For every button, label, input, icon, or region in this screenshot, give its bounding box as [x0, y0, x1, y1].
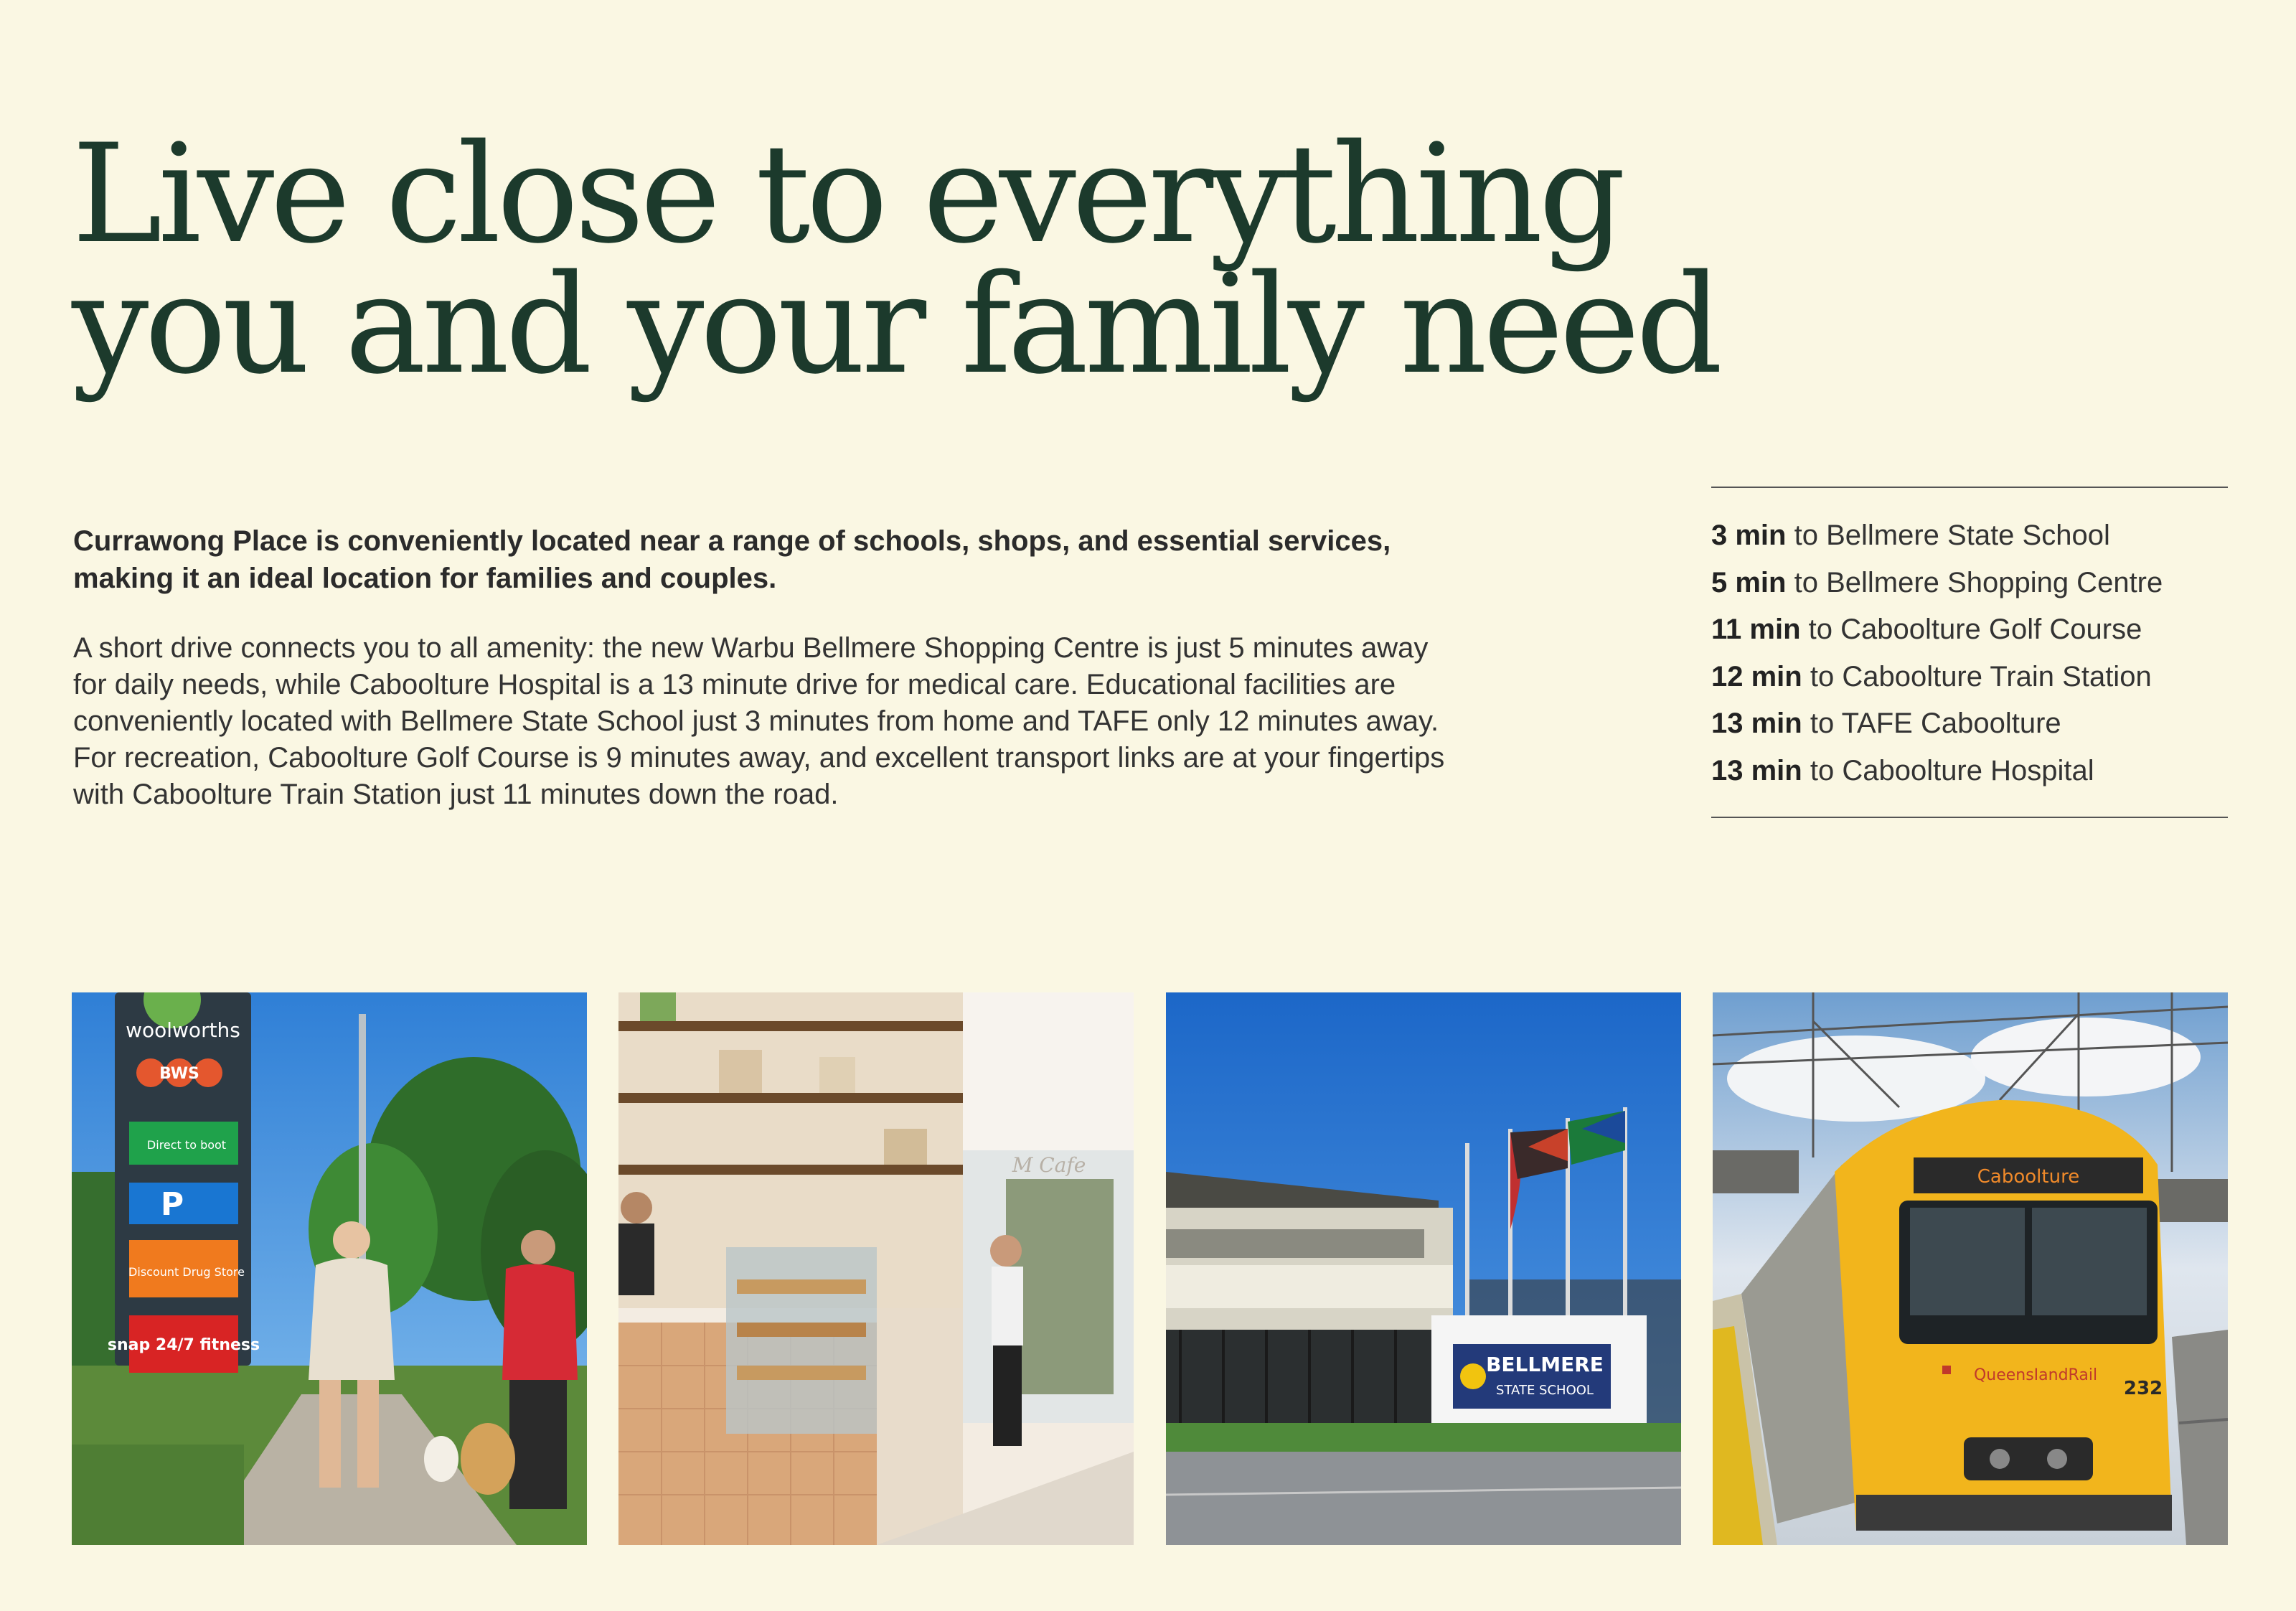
- title-line-2: you and your family need: [72, 245, 1719, 404]
- school-sign-line-1: BELLMERE: [1486, 1353, 1604, 1376]
- intro-lead: Currawong Place is conveniently located near a range of schools, shops, and essential services, making it an ideal location for families and couples.: [73, 525, 1391, 594]
- distance-item: 13 min to TAFE Caboolture: [1711, 708, 2061, 740]
- distance-list: [1711, 487, 2228, 818]
- photo-shopping-centre: [72, 992, 587, 1545]
- cafe-window-text: M Cafe: [1012, 1153, 1086, 1177]
- intro-body: A short drive connects you to all amenity: the new Warbu Bellmere Shopping Centre is just 5 minutes away for daily needs, while Caboolture Hospital is a 13 minute drive for medical care. Educational facilities are conveniently located with Bellmere State School just 3 minutes from home and TAFE only 12 minutes away. For recreation, Caboolture Golf Course is 9 minutes away, and excellent transport links are at your fingertips with Caboolture Train Station just 11 minutes down the road.: [73, 632, 1445, 810]
- sign-direct: Direct to boot: [146, 1138, 227, 1152]
- photo-cafe: [618, 992, 1134, 1545]
- photo-school: [1166, 992, 1681, 1545]
- sign-brand: woolworths: [126, 1018, 240, 1042]
- sign-drug: Discount Drug Store: [128, 1265, 245, 1279]
- train-brand: QueensIandRail: [1973, 1366, 2098, 1384]
- sign-bws: BWS: [159, 1065, 199, 1083]
- school-sign-line-2: STATE SCHOOL: [1496, 1383, 1594, 1398]
- train-destination: Caboolture: [1977, 1166, 2080, 1188]
- sign-snap: snap 24/7 fitness: [107, 1336, 260, 1354]
- sign-parking: P: [160, 1186, 184, 1223]
- page-title: [72, 115, 1719, 404]
- photo-train: [1713, 992, 2228, 1545]
- distance-item: 13 min to Caboolture Hospital: [1711, 754, 2094, 786]
- title-line-1: Live close to everything: [72, 115, 1622, 273]
- train-number: 232: [2123, 1378, 2163, 1399]
- distance-item: 3 min to Bellmere State School: [1711, 520, 2110, 551]
- distance-item: 11 min to Caboolture Golf Course: [1711, 614, 2142, 646]
- distance-item: 5 min to Bellmere Shopping Centre: [1711, 566, 2163, 598]
- distance-item: 12 min to Caboolture Train Station: [1711, 660, 2152, 692]
